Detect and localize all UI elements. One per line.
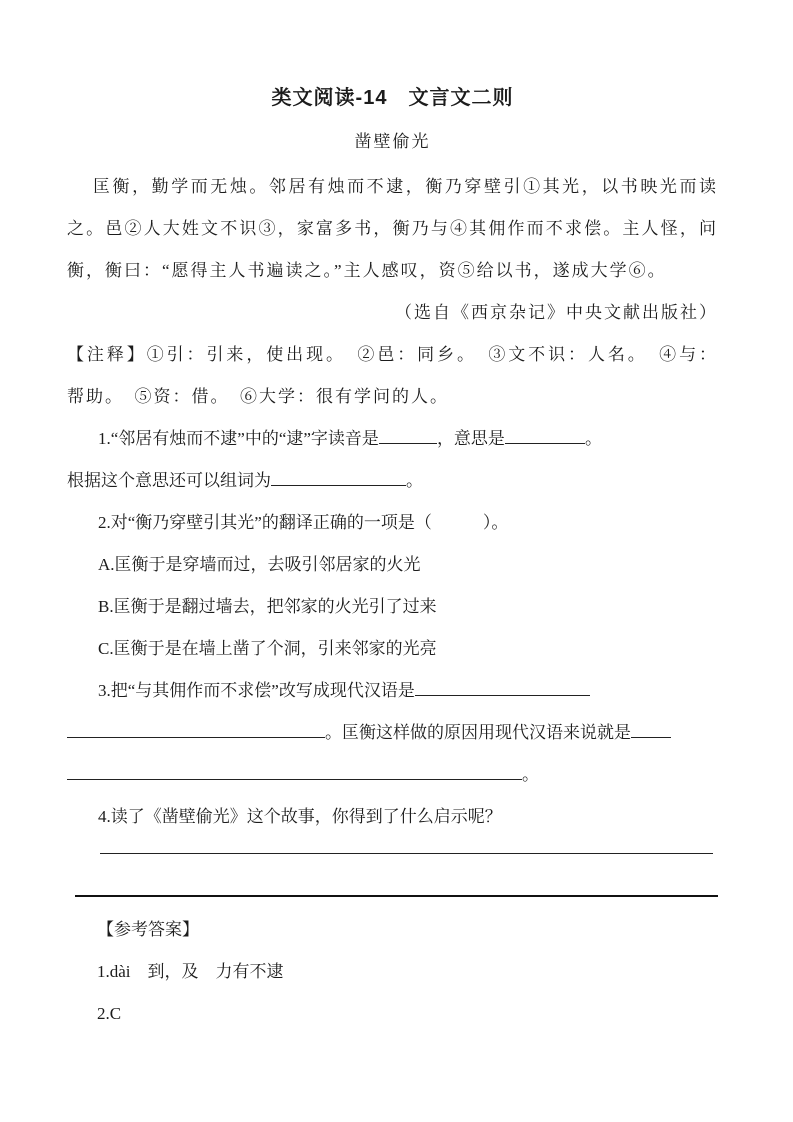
- question-3-line-1: [67, 670, 718, 712]
- question-1-line-1: [67, 418, 718, 460]
- question-3-text: 3.把“与其佣作而不求偿”改写成现代汉语是: [98, 681, 415, 700]
- question-1: [67, 418, 718, 502]
- blank-underline: [505, 428, 585, 444]
- question-2-text: 2.对“衡乃穿壁引其光”的翻译正确的一项是（ ）。: [98, 513, 509, 532]
- question-2: [67, 502, 718, 670]
- section-divider: [75, 895, 718, 897]
- question-4: [67, 796, 718, 854]
- classical-passage: [67, 166, 718, 334]
- passage-line: 匡衡，勤学而无烛。邻居有烛而不逮，衡乃穿壁引①其光，以书映光而读: [93, 177, 718, 196]
- blank-underline: [67, 722, 325, 738]
- question-3-line-2: [67, 712, 718, 754]
- notes-line: 帮助。 ⑤资：借。 ⑥大学：很有学问的人。: [67, 387, 449, 406]
- passage-line: 衡，衡曰：“愿得主人书遍读之。”主人感叹，资⑤给以书，遂成大学⑥。: [67, 261, 667, 280]
- answer-key-section: [67, 909, 718, 1035]
- blank-underline: [67, 764, 522, 780]
- question-1-text: 。: [584, 429, 602, 448]
- question-1-text: 。: [406, 471, 423, 490]
- answer-item: 2.C: [97, 1004, 122, 1023]
- blank-underline: [415, 680, 590, 696]
- question-3-text: 。匡衡这样做的原因用现代汉语来说就是: [325, 723, 631, 742]
- question-1-text: 1.“邻居有烛而不逮”中的“逮”字读音是: [98, 429, 379, 448]
- question-3: [67, 670, 718, 796]
- notes-line: 【注释】①引：引来，使出现。 ②邑：同乡。 ③文不识：人名。 ④与：: [67, 345, 718, 364]
- blank-underline: [271, 470, 406, 486]
- passage-line: 之。邑②人大姓文不识③，家富多书，衡乃与④其佣作而不求偿。主人怪，问: [67, 219, 718, 238]
- question-1-text: 根据这个意思还可以组词为: [67, 471, 271, 490]
- answer-item: 1.dài 到，及 力有不逮: [97, 962, 284, 981]
- question-2-option-b: B.匡衡于是翻过墙去，把邻家的火光引了过来: [98, 597, 437, 616]
- question-3-text: 。: [522, 765, 539, 784]
- passage-attribution: （选自《西京杂记》中央文献出版社）: [395, 303, 718, 322]
- question-1-line-2: [67, 460, 718, 502]
- passage-title: 凿壁偷光: [354, 132, 431, 151]
- answer-writing-line: [100, 853, 713, 854]
- question-3-line-3: [67, 754, 718, 796]
- blank-underline: [631, 722, 671, 738]
- question-4-text: 4.读了《凿壁偷光》这个故事，你得到了什么启示呢？: [98, 807, 502, 826]
- answers-header: 【参考答案】: [97, 920, 199, 939]
- question-1-text: ，意思是: [436, 429, 505, 448]
- notes-section: [67, 334, 718, 418]
- question-2-option-c: C.匡衡于是在墙上凿了个洞，引来邻家的光亮: [98, 639, 437, 658]
- page-title: 类文阅读-14 文言文二则: [271, 87, 514, 109]
- blank-underline: [379, 428, 437, 444]
- question-2-option-a: A.匡衡于是穿墙而过，去吸引邻居家的火光: [98, 555, 421, 574]
